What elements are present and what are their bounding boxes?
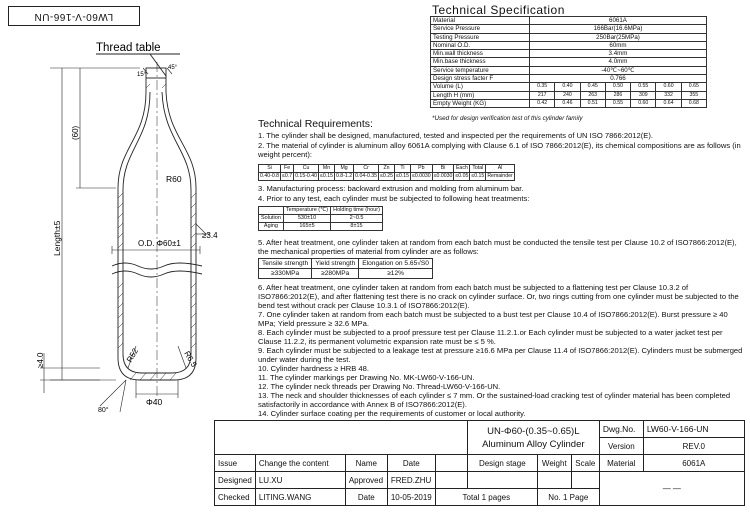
dwg-no-label: Dwg.No. bbox=[599, 421, 643, 438]
date-label-2: Date bbox=[345, 489, 387, 506]
change-label: Change the content bbox=[255, 455, 345, 472]
total-pages: Total 1 pages bbox=[435, 489, 537, 506]
spec-length-value: 217 bbox=[530, 91, 555, 99]
blank-area bbox=[215, 421, 468, 455]
spec-row bbox=[431, 41, 707, 49]
spec-length-value: 355 bbox=[681, 91, 706, 99]
dim-r52: R52 bbox=[124, 346, 141, 364]
drawing-code-box bbox=[8, 6, 140, 26]
dim-3-4: ≥3.4 bbox=[202, 231, 218, 240]
spec-value: 166Bar(16.6MPa) bbox=[530, 25, 707, 33]
req-12: 12. The cylinder neck threads per Drawing No. Thread-LW60-V-166-UN. bbox=[258, 382, 501, 391]
requirements-title: Technical Requirements: bbox=[258, 118, 373, 130]
scale-label: Scale bbox=[571, 455, 599, 472]
spec-label: Service temperature bbox=[431, 66, 530, 74]
material-value: 6061A bbox=[643, 455, 744, 472]
mech-head: Elongation on 5.65√S0 bbox=[359, 259, 433, 269]
comp-value: ≤0.15 bbox=[471, 173, 485, 179]
title-cell bbox=[467, 421, 599, 455]
spec-label: Min.wall thickness bbox=[431, 50, 530, 58]
comp-value: ≤0.0030 bbox=[433, 173, 453, 179]
spec-weight-value: 0.51 bbox=[580, 99, 605, 107]
comp-value: Remainder bbox=[487, 173, 513, 179]
heat-treatment-table bbox=[258, 206, 383, 231]
name-label: Name bbox=[345, 455, 387, 472]
heat-cell: 2~0.5 bbox=[331, 215, 383, 223]
title-line-2: Aluminum Alloy Cylinder bbox=[482, 438, 585, 450]
spec-length-value: 240 bbox=[555, 91, 580, 99]
spec-row bbox=[431, 25, 707, 33]
req-13: 13. The neck and shoulder thicknesses of each cylinder ≤ 7 mm. Or the sustained-load cracking test of cylinder material has been completed satisfactorily in accordance with Annex B of ISO7866:2012(E). bbox=[258, 391, 731, 409]
designed-by: LU.XU bbox=[255, 472, 345, 489]
req-4: 4. Prior to any test, each cylinder must be subjected to following heat treatments: bbox=[258, 194, 530, 203]
spec-value: -40℃~60℃ bbox=[530, 66, 707, 74]
dwg-no-value: LW60-V-166-UN bbox=[643, 421, 744, 438]
spec-title: Technical Specification bbox=[432, 3, 565, 17]
comp-value: 0.8-1.2 bbox=[335, 173, 353, 179]
spec-row bbox=[431, 66, 707, 74]
req-11: 11. The cylinder markings per Drawing No. MK-LW60-V-166-UN. bbox=[258, 373, 475, 382]
mech-head: Yield strength bbox=[312, 259, 359, 269]
dim-80: 80° bbox=[98, 407, 109, 414]
approved-by: FRED.ZHU bbox=[387, 472, 435, 489]
dim-15: 15° bbox=[137, 72, 147, 78]
dim-phi40: Φ40 bbox=[146, 397, 163, 407]
spec-row bbox=[431, 58, 707, 66]
spec-label: Material bbox=[431, 17, 530, 25]
cylinder-drawing bbox=[0, 28, 255, 420]
heat-cell: Aging bbox=[259, 223, 284, 231]
comp-element: Cu bbox=[294, 165, 319, 173]
req-2: 2. The material of cylinder is aluminum alloy 6061A complying with Clause 6.1 of ISO 7866:2012(E), its chemical compositions are as follows (in weight percent): bbox=[258, 141, 741, 159]
design-stage-label: Design stage bbox=[467, 455, 537, 472]
spec-label: Nominal O.D. bbox=[431, 41, 530, 49]
heat-row bbox=[259, 215, 383, 223]
req-5: 5. After heat treatment, one cylinder taken at random from each batch must be conducted the tensile test per Clause 10.2 of ISO7866:2012(E), the mechanical properties of material from cylinder are as follows: bbox=[258, 238, 737, 256]
heat-cell: 530±10 bbox=[283, 215, 330, 223]
version-label: Version bbox=[599, 438, 643, 455]
req-8: 8. Each cylinder must be subjected to a proof pressure test per Clause 11.2.1.or Each cylinder must be subjected to a water jacket test per Clause 11.2.2, its permanent volumetric expansion rate must be ≤ 5 %. bbox=[258, 328, 723, 346]
spec-length-value: 286 bbox=[605, 91, 630, 99]
material-label: Material bbox=[599, 455, 643, 472]
spec-weight-label: Empty Weight (KG) bbox=[431, 99, 530, 107]
req-10: 10. Cylinder hardness ≥ HRB 48. bbox=[258, 364, 369, 373]
spec-row bbox=[431, 17, 707, 25]
weight-label: Weight bbox=[537, 455, 571, 472]
spec-volume-value: 0.50 bbox=[605, 83, 630, 91]
mech-value: ≥280MPa bbox=[312, 269, 359, 279]
title-line-1: UN-Φ60-(0.35~0.65)L bbox=[487, 425, 580, 437]
comp-element: Mn bbox=[319, 165, 335, 173]
spec-weight-value: 0.46 bbox=[555, 99, 580, 107]
spec-volume-row bbox=[431, 83, 707, 91]
req-14: 14. Cylinder surface coating per the requirements of customer or local authority. bbox=[258, 409, 526, 418]
spec-weight-value: 0.55 bbox=[605, 99, 630, 107]
comp-value: 0.40-0.8 bbox=[260, 173, 280, 179]
spec-length-label: Length H (mm) bbox=[431, 91, 530, 99]
thread-leader bbox=[150, 54, 166, 76]
req-6: 6. After heat treatment, one cylinder taken at random from each batch must be subjected to a flattening test per Clause 10.3.2 of ISO7866:2012(E), and after flattening test there is no crack on cylinder surface. Or, two rings cutting from one cylinder must be subjected to the bend test without crack per Clause 10.3.1 of ISO7866:2012(E). bbox=[258, 283, 739, 310]
spec-length-value: 263 bbox=[580, 91, 605, 99]
spec-volume-value: 0.45 bbox=[580, 83, 605, 91]
comp-value: ≤0.05 bbox=[455, 173, 469, 179]
comp-element: Each bbox=[454, 165, 470, 173]
version-value: REV.0 bbox=[643, 438, 744, 455]
comp-element: Cr bbox=[354, 165, 379, 173]
dim-45: 45° bbox=[168, 65, 178, 71]
comp-element: Si bbox=[259, 165, 281, 173]
spec-label: Min.base thickness bbox=[431, 58, 530, 66]
length-dim-label: Length±5 bbox=[52, 220, 62, 256]
req-3: 3. Manufacturing process: backward extrusion and molding from aluminum bar. bbox=[258, 184, 524, 193]
spec-table bbox=[430, 16, 707, 108]
spec-weight-row bbox=[431, 99, 707, 107]
dim-4-0: ≥4.0 bbox=[36, 352, 45, 368]
spec-weight-value: 0.64 bbox=[656, 99, 681, 107]
comp-element: Zn bbox=[379, 165, 395, 173]
dim-60-label: (60) bbox=[71, 125, 80, 140]
spec-length-value: 309 bbox=[631, 91, 656, 99]
spec-volume-value: 0.60 bbox=[656, 83, 681, 91]
spec-volume-value: 0.55 bbox=[631, 83, 656, 91]
approved-label: Approved bbox=[345, 472, 387, 489]
spec-length-row bbox=[431, 91, 707, 99]
spec-value: 250Bar(25MPa) bbox=[530, 33, 707, 41]
mechanical-table bbox=[258, 258, 433, 279]
spec-label: Design stress facter F bbox=[431, 75, 530, 83]
comp-element: Total bbox=[470, 165, 486, 173]
dim-r6-5: R6.5 bbox=[182, 349, 199, 369]
spec-volume-value: 0.35 bbox=[530, 83, 555, 91]
drawing-code-rotated: LW60-V-166-UN bbox=[34, 11, 114, 22]
spec-volume-value: 0.40 bbox=[555, 83, 580, 91]
spec-weight-value: 0.42 bbox=[530, 99, 555, 107]
dim-od: O.D. Φ60±1 bbox=[138, 239, 181, 248]
comp-value: 0.04-0.35 bbox=[355, 173, 378, 179]
date-label: Date bbox=[387, 455, 435, 472]
heat-head: Temperature (℃) bbox=[283, 207, 330, 215]
spec-row bbox=[431, 33, 707, 41]
spec-value: 4.0mm bbox=[530, 58, 707, 66]
spec-length-value: 332 bbox=[656, 91, 681, 99]
heat-head bbox=[259, 207, 284, 215]
comp-element: Pb bbox=[410, 165, 432, 173]
spec-label: Testing Pressure bbox=[431, 33, 530, 41]
spec-footnote: *Used for design verification test of this cylinder family bbox=[432, 115, 583, 122]
heat-cell: 8±15 bbox=[331, 223, 383, 231]
comp-element: Mg bbox=[334, 165, 353, 173]
heat-head: Holding time (hour) bbox=[331, 207, 383, 215]
checked-by: LITING.WANG bbox=[255, 489, 345, 506]
spec-value: 3.4mm bbox=[530, 50, 707, 58]
comp-element: Al bbox=[486, 165, 514, 173]
thread-table-label: Thread table bbox=[96, 42, 161, 54]
comp-value: ≤0.7 bbox=[282, 173, 293, 179]
heat-head-row bbox=[259, 207, 383, 215]
mech-value: ≥330MPa bbox=[259, 269, 312, 279]
checked-label: Checked bbox=[215, 489, 256, 506]
comp-value: ≤0.15 bbox=[396, 173, 409, 179]
neck-top bbox=[146, 68, 166, 78]
dashes: — — bbox=[599, 472, 744, 506]
date-value: 10-05-2019 bbox=[387, 489, 435, 506]
comp-element: Ti bbox=[395, 165, 411, 173]
spec-weight-value: 0.68 bbox=[681, 99, 706, 107]
composition-table bbox=[258, 164, 515, 181]
spec-volume-value: 0.65 bbox=[681, 83, 706, 91]
req-7: 7. One cylinder taken at random from each batch must be subjected to a bust test per Clause 10.4 of ISO7866:2012(E). Burst pressure ≥ 40 MPa; Yield pressure ≥ 32.6 MPa. bbox=[258, 310, 728, 328]
spec-row bbox=[431, 75, 707, 83]
comp-element: Fe bbox=[281, 165, 294, 173]
heat-cell: Solution bbox=[259, 215, 284, 223]
spec-label: Service Pressure bbox=[431, 25, 530, 33]
designed-label: Designed bbox=[215, 472, 256, 489]
spec-value: 0.766 bbox=[530, 75, 707, 83]
page-no: No. 1 Page bbox=[537, 489, 599, 506]
spec-volume-label: Volume (L) bbox=[431, 83, 530, 91]
comp-value: 0.15-0.40 bbox=[295, 173, 318, 179]
req-1: 1. The cylinder shall be designed, manufactured, tested and inspected per the requirements of UN ISO 7866:2012(E). bbox=[258, 131, 653, 140]
comp-value: ≤0.15 bbox=[320, 173, 333, 179]
heat-row bbox=[259, 223, 383, 231]
mech-value: ≥12% bbox=[359, 269, 433, 279]
spec-row bbox=[431, 50, 707, 58]
heat-cell: 165±5 bbox=[283, 223, 330, 231]
spec-value: 60mm bbox=[530, 41, 707, 49]
issue-label: Issue bbox=[215, 455, 256, 472]
mech-head: Tensile strength bbox=[259, 259, 312, 269]
comp-element: Bi bbox=[432, 165, 454, 173]
comp-value: ≤0.0030 bbox=[411, 173, 431, 179]
comp-value: ≤0.25 bbox=[380, 173, 394, 179]
dim-r60: R60 bbox=[166, 174, 182, 184]
title-block bbox=[214, 420, 745, 506]
spec-weight-value: 0.60 bbox=[631, 99, 656, 107]
spec-value: 6061A bbox=[530, 17, 707, 25]
req-9: 9. Each cylinder must be subjected to a leakage test at pressure ≥16.6 MPa per Clause 11.4 of ISO7866:2012(E). Cylinders must be submerged under water during the test. bbox=[258, 346, 743, 364]
